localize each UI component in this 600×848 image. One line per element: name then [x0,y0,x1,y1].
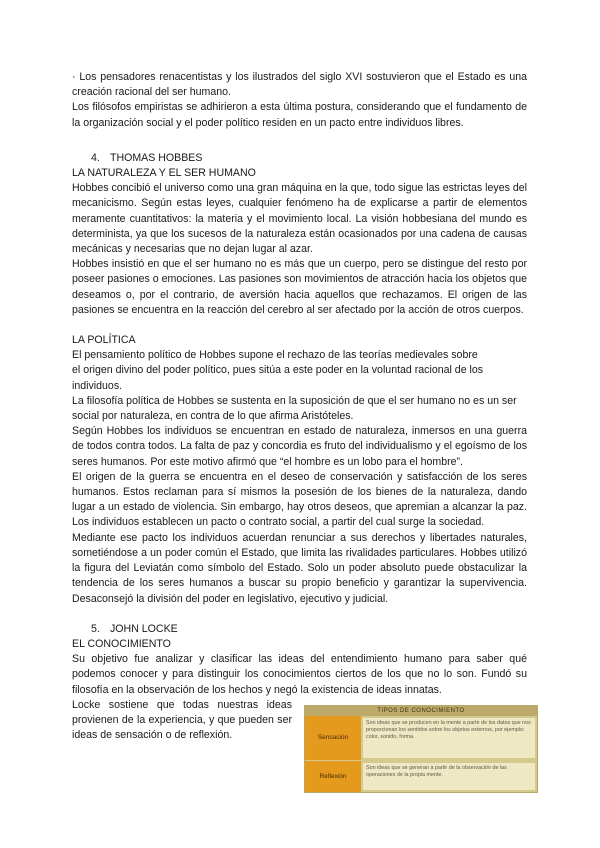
intro-paragraph-2: Los filósofos empiristas se adhirieron a esta última postura, considerando que el fundamento de la organización social y el poder político residen en un pacto entre individuos libres. [72,101,527,129]
row-label: Sensación [305,716,361,760]
section-heading-locke [72,622,527,637]
intro-paragraph-1: · Los pensadores renacentistas y los ilustrados del siglo XVI sostuvieron que el Estado es una creación racional del ser humano. [72,71,527,99]
section-title: JOHN LOCKE [110,622,178,635]
subheading-naturaleza: LA NATURALEZA Y EL SER HUMANO [72,167,256,180]
section-heading-hobbes [72,151,527,166]
politics-paragraph-2: La filosofía política de Hobbes se sustenta en la suposición de que el ser humano no es un ser social por naturaleza, en contra de lo que afirma Aristóteles. [72,394,517,423]
subheading-politica: LA POLÍTICA [72,334,136,347]
hobbes-paragraph-1: Hobbes concibió el universo como una gran máquina en la que, todo sigue las estrictas leyes del mecanicismo. Según estas leyes, cualquier fenómeno ha de explicarse a partir de elementos meramente cuantitativos: la materia y el movimiento local. La visión hobbesiana del mundo es determinista, ya que los sucesos de la naturaleza están ocasionados por una cadena de causas mecánicas y necesarias que no dejan lugar al azar. [72,182,527,256]
hobbes-paragraph-2: Hobbes insistió en que el ser humano no es más que un cuerpo, pero se distingue del resto por poseer pasiones o emociones. Las pasiones son movimientos de atracción hacia los objetos que deseamos o, por el contrario, de aversión hacia aquellos que rechazamos. El origen de las pasiones se encuentra en la reacción del cerebro al ser afectado por la acción de otros cuerpos. [72,258,527,316]
table-title: TIPOS DE CONOCIMIENTO [305,706,537,716]
section-number: 5. [91,622,100,635]
politics-paragraph-4: El origen de la guerra se encuentra en el deseo de conservación y satisfacción de los seres humanos. Estos reclaman para sí mismos la posesión de los bienes de la naturaleza, dando lugar a un estado de violencia. Sin embargo, hay otros deseos, que apremian a alcanzar la paz. Los individuos establecen un pacto o contrato social, a partir del cual surge la sociedad. [72,470,527,529]
table-row [305,761,537,792]
table-row [305,716,537,760]
subheading-conocimiento: EL CONOCIMIENTO [72,637,171,650]
row-label: Reflexión [305,761,361,792]
locke-paragraph-2: Locke sostiene que todas nuestras ideas provienen de la experiencia, y que pueden ser ideas de sensación o de reflexión. [72,698,292,742]
knowledge-types-table [304,705,538,793]
row-description: Son ideas que se generan a partir de la observación de las operaciones de la propia mente. [363,763,535,790]
politics-paragraph-1a: El pensamiento político de Hobbes supone el rechazo de las teorías medievales sobre [72,349,478,362]
section-number: 4. [91,151,100,164]
politics-paragraph-3: Según Hobbes los individuos se encuentran en estado de naturaleza, inmersos en una guerra de todos contra todos. La falta de paz y concordia es fruto del individualismo y el egoísmo de los seres humanos. Por este motivo afirmó que “el hombre es un lobo para el hombre”. [72,425,527,468]
locke-paragraph-1: Su objetivo fue analizar y clasificar las ideas del entendimiento humano para saber qué podemos conocer y para distinguir los conocimientos ciertos de los que no lo son. Fundó su filosofía en la observación de los hechos y negó la existencia de ideas innatas. [72,653,527,696]
politics-paragraph-1b: el origen divino del poder político, pues sitúa a este poder en la voluntad racional de los individuos. [72,364,484,392]
section-title: THOMAS HOBBES [110,151,203,164]
politics-paragraph-5: Mediante ese pacto los individuos acuerdan renunciar a sus derechos y libertades naturales, sometiéndose a un poder común el Estado, que limita las rivalidades particulares. Hobbes utilizó la figura del Leviatán como símbolo del Estado. Solo un poder absoluto puede obstaculizar la tendencia de los seres humanos a buscar su propio beneficio y garantizar la supervivencia. Desaconsejó la división del poder en legislativo, ejecutivo y judicial. [72,531,527,605]
row-description: Son ideas que se producen en la mente a partir de los datos que nos proporcionan los sentidos sobre los objetos externos, por ejemplo: color, sonido, forma. [363,718,535,758]
locke-figure-row [72,698,531,798]
page-content [72,70,531,798]
